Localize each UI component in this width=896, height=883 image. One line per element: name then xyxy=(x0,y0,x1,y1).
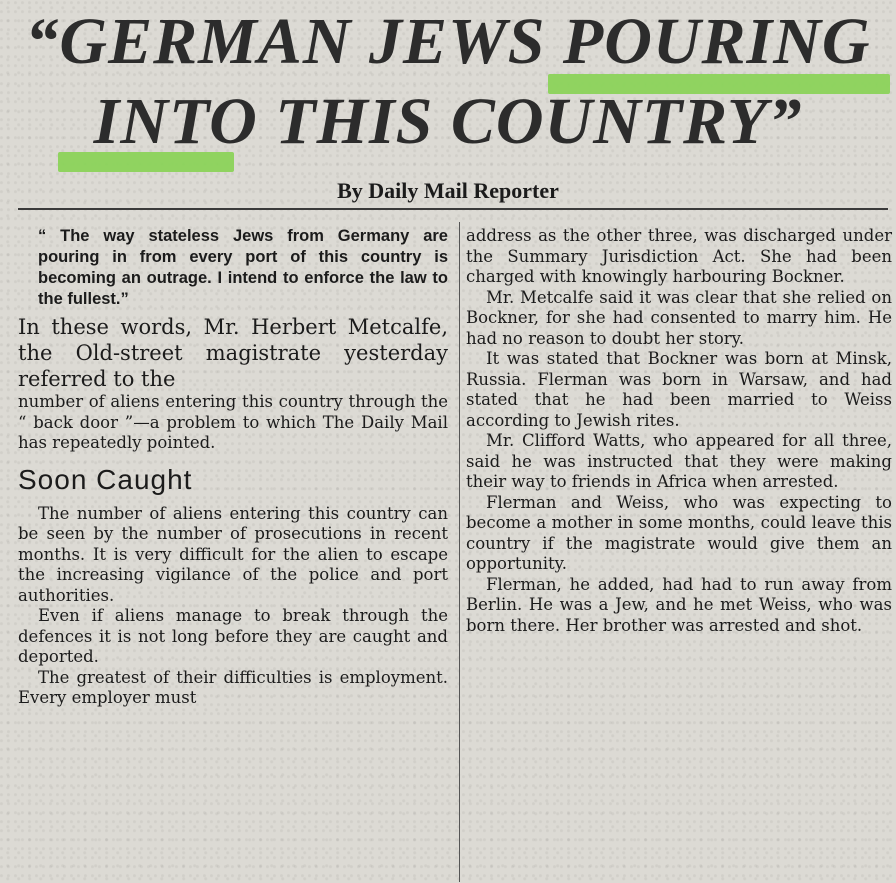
body-paragraph: Mr. Metcalfe said it was clear that she relied on Bockner, for she had consented to marry him. He had no reason to doubt her story. xyxy=(466,287,892,348)
body-paragraph: Even if aliens manage to break through the defences it is not long before they are caught and deported. xyxy=(18,606,448,666)
column-divider xyxy=(459,222,460,882)
body-paragraph: It was stated that Bockner was born at Minsk, Russia. Flerman was born in Warsaw, and had stated that he had been married to Weiss according to Jewish rites. xyxy=(466,349,892,430)
intro-paragraph: In these words, Mr. Herbert Metcalfe, the Old-street magistrate yesterday referred to the xyxy=(18,315,448,391)
body-paragraph: number of aliens entering this country through the “ back door ”—a problem to which The Daily Mail has repeatedly pointed. xyxy=(18,392,448,452)
byline: By Daily Mail Reporter xyxy=(337,178,559,203)
right-column xyxy=(466,226,892,636)
body-paragraph: The number of aliens entering this country can be seen by the number of prosecutions in recent months. It is very difficult for the alien to escape the increasing vigilance of the police and port authorities. xyxy=(18,503,448,605)
body-paragraph: The greatest of their difficulties is employment. Every employer must xyxy=(18,667,448,707)
headline-line-2: INTO THIS COUNTRY” xyxy=(93,85,803,158)
left-column xyxy=(18,226,448,709)
divider-rule xyxy=(18,208,888,210)
lead-quote: “ The way stateless Jews from Germany are pouring in from every port of this country is becoming an outrage. I intend to enforce the law to the fullest.” xyxy=(38,227,448,308)
body-paragraph: Flerman, he added, had had to run away from Berlin. He was a Jew, and he met Weiss, who was born there. Her brother was arrested and shot. xyxy=(466,574,892,635)
subheading: Soon Caught xyxy=(18,463,193,495)
headline-line-1: “GERMAN JEWS POURING xyxy=(25,5,871,78)
body-paragraph: address as the other three, was discharged under the Summary Jurisdiction Act. She had been charged with knowingly harbouring Bockner. xyxy=(466,226,892,286)
body-paragraph: Mr. Clifford Watts, who appeared for all three, said he was instructed that they were making their way to friends in Africa when arrested. xyxy=(466,431,892,491)
body-paragraph: Flerman and Weiss, who was expecting to become a mother in some months, could leave this country if the magistrate would give them an opportunity. xyxy=(466,492,892,573)
